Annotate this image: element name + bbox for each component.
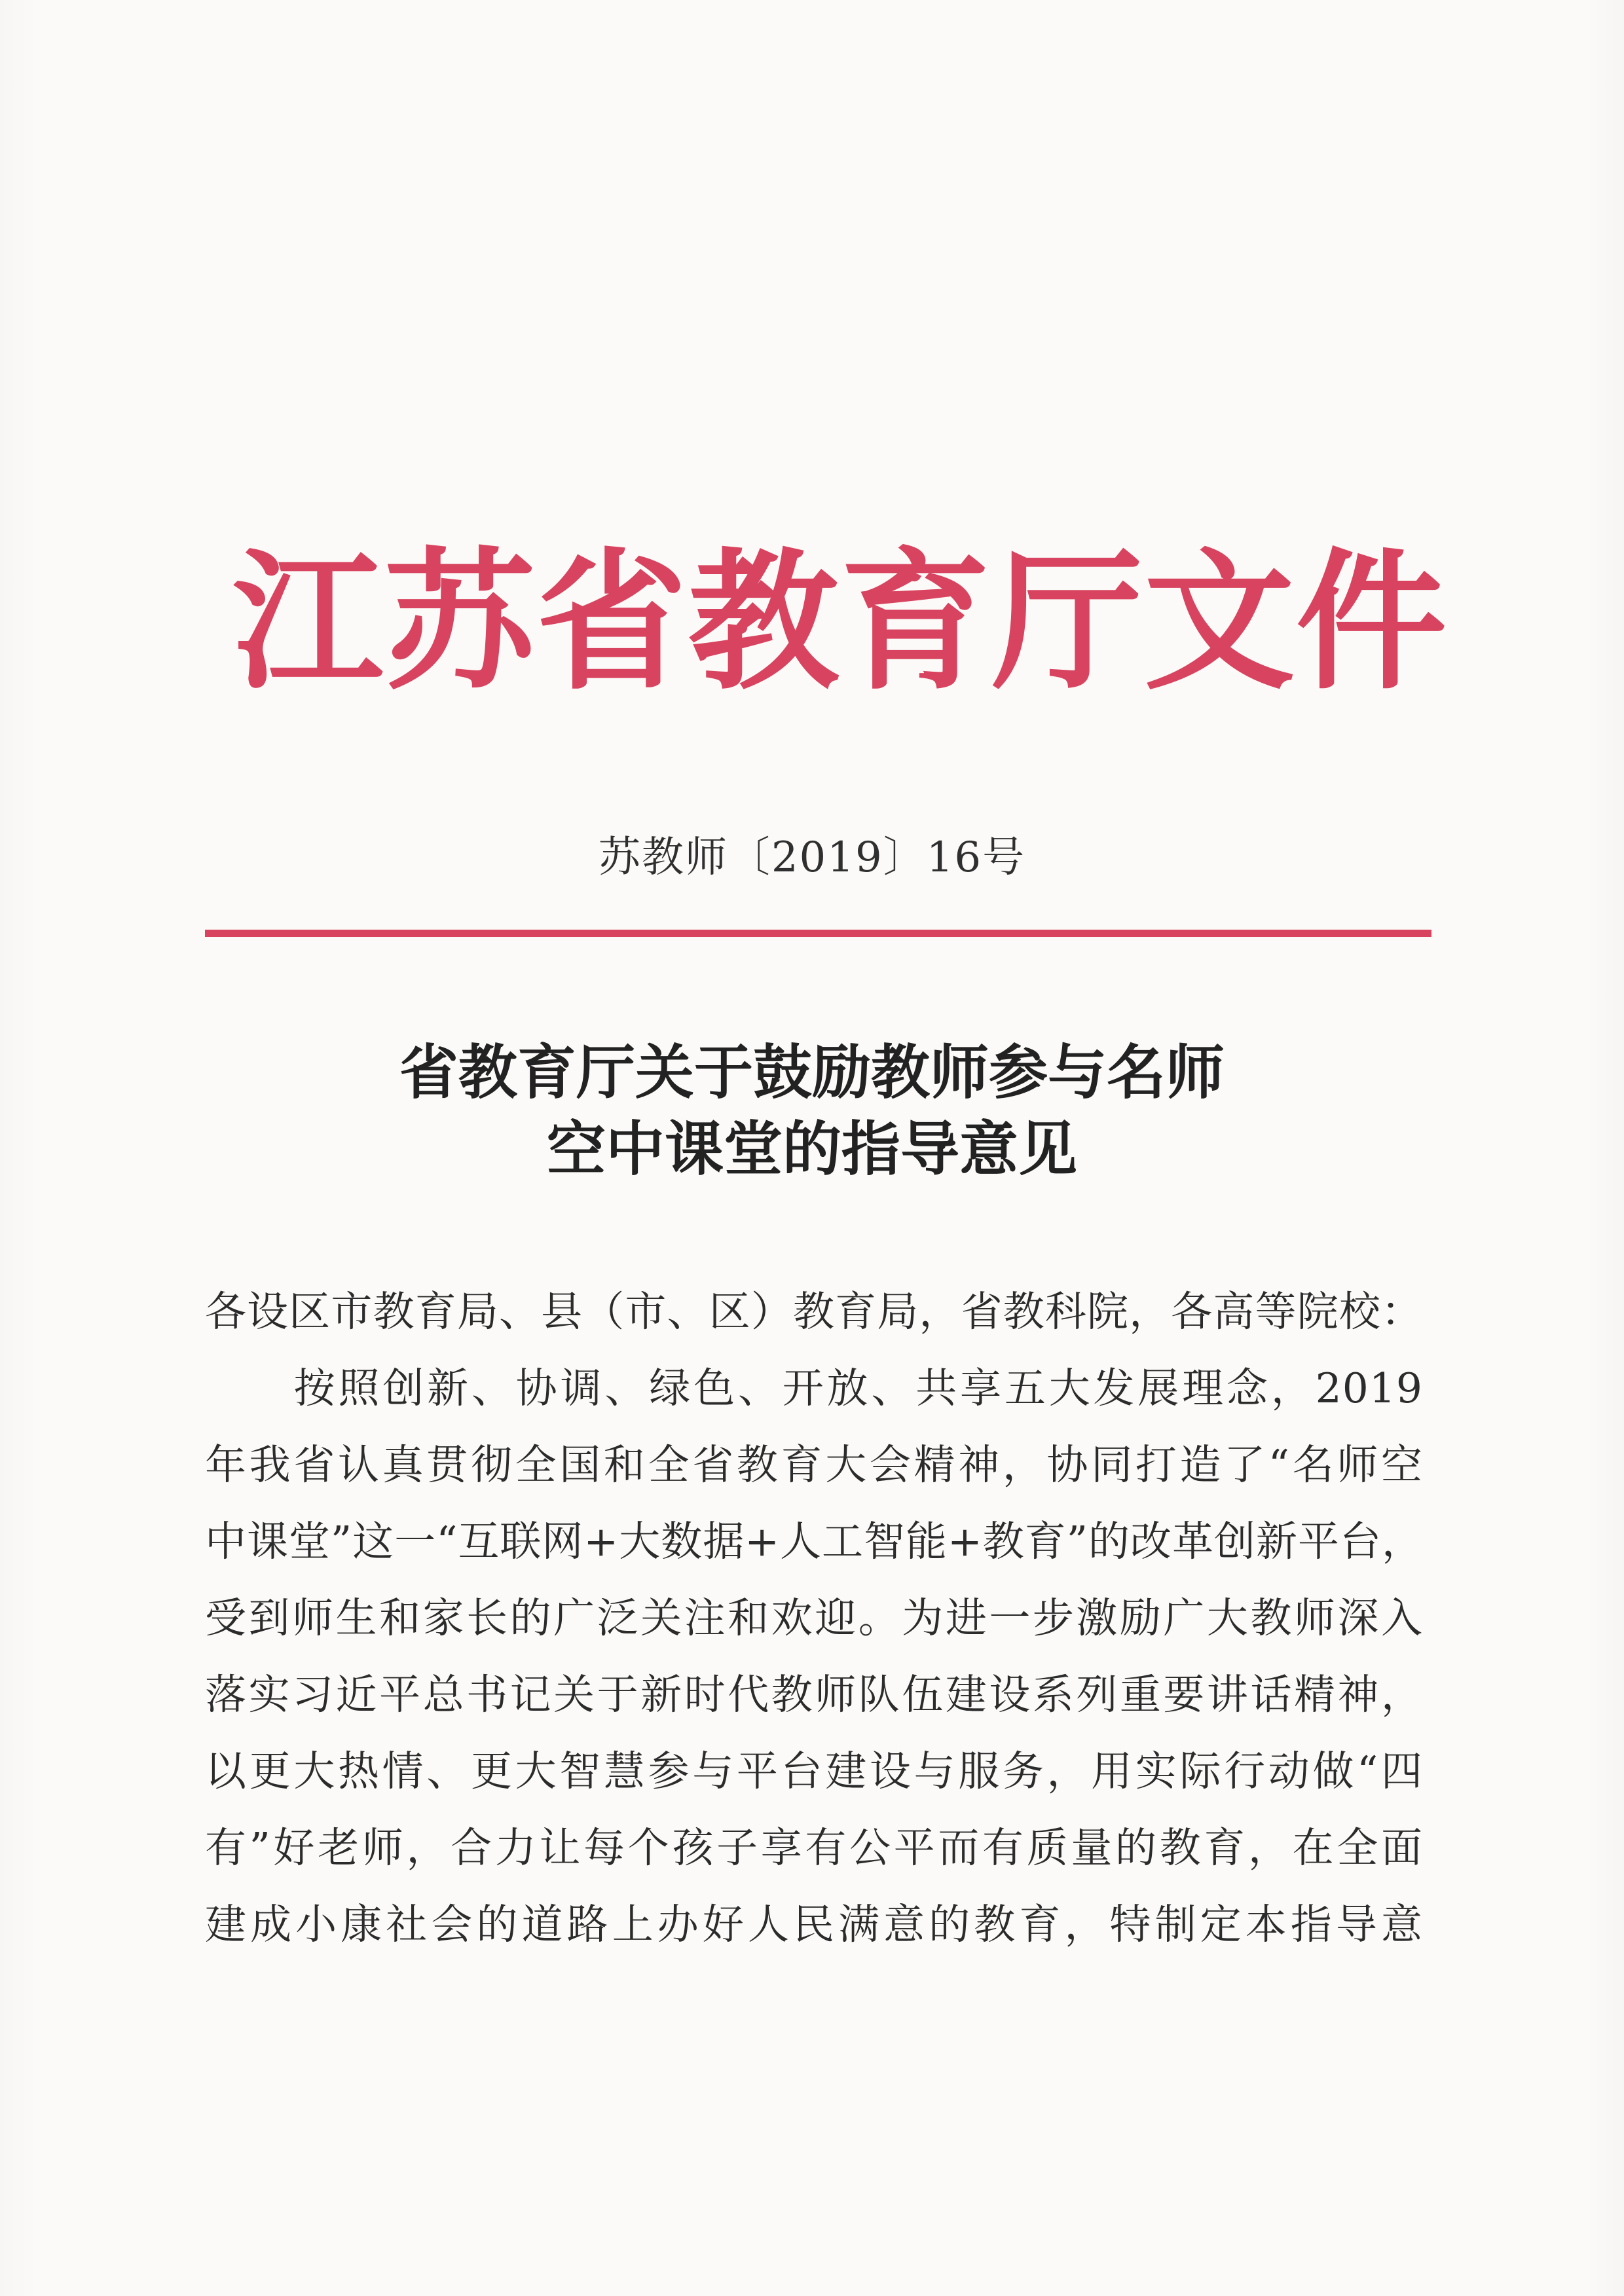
document-title-line-1: 省教育厅关于鼓励教师参与名师: [399, 1038, 1225, 1107]
issuer-header-title: 江苏省教育厅文件: [232, 534, 1449, 710]
document-number: 苏教师〔2019〕16号: [598, 833, 1026, 882]
body-line: 以更大热情、更大智慧参与平台建设与服务，用实际行动做“四: [205, 1747, 1423, 1795]
body-line: 年我省认真贯彻全国和全省教育大会精神，协同打造了“名师空: [205, 1441, 1423, 1489]
body-line: 受到师生和家长的广泛关注和欢迎。为进一步激励广大教师深入: [205, 1594, 1423, 1642]
body-line-salutation: 各设区市教育局、县（市、区）教育局，省教科院，各高等院校：: [205, 1288, 1423, 1336]
document-title-line-2: 空中课堂的指导意见: [547, 1114, 1077, 1184]
red-divider-line: [205, 930, 1431, 937]
body-line: 按照创新、协调、绿色、开放、共享五大发展理念，2019: [205, 1364, 1423, 1412]
body-line: 建成小康社会的道路上办好人民满意的教育，特制定本指导意: [205, 1901, 1423, 1948]
body-line: 中课堂”这一“互联网+大数据+人工智能+教育”的改革创新平台，: [205, 1518, 1424, 1565]
document-title: [0, 1034, 1624, 1188]
document-body: [205, 1273, 1423, 1963]
body-line: 有”好老师，合力让每个孩子享有公平而有质量的教育，在全面: [205, 1824, 1423, 1872]
body-line: 落实习近平总书记关于新时代教师队伍建设系列重要讲话精神，: [205, 1671, 1423, 1719]
